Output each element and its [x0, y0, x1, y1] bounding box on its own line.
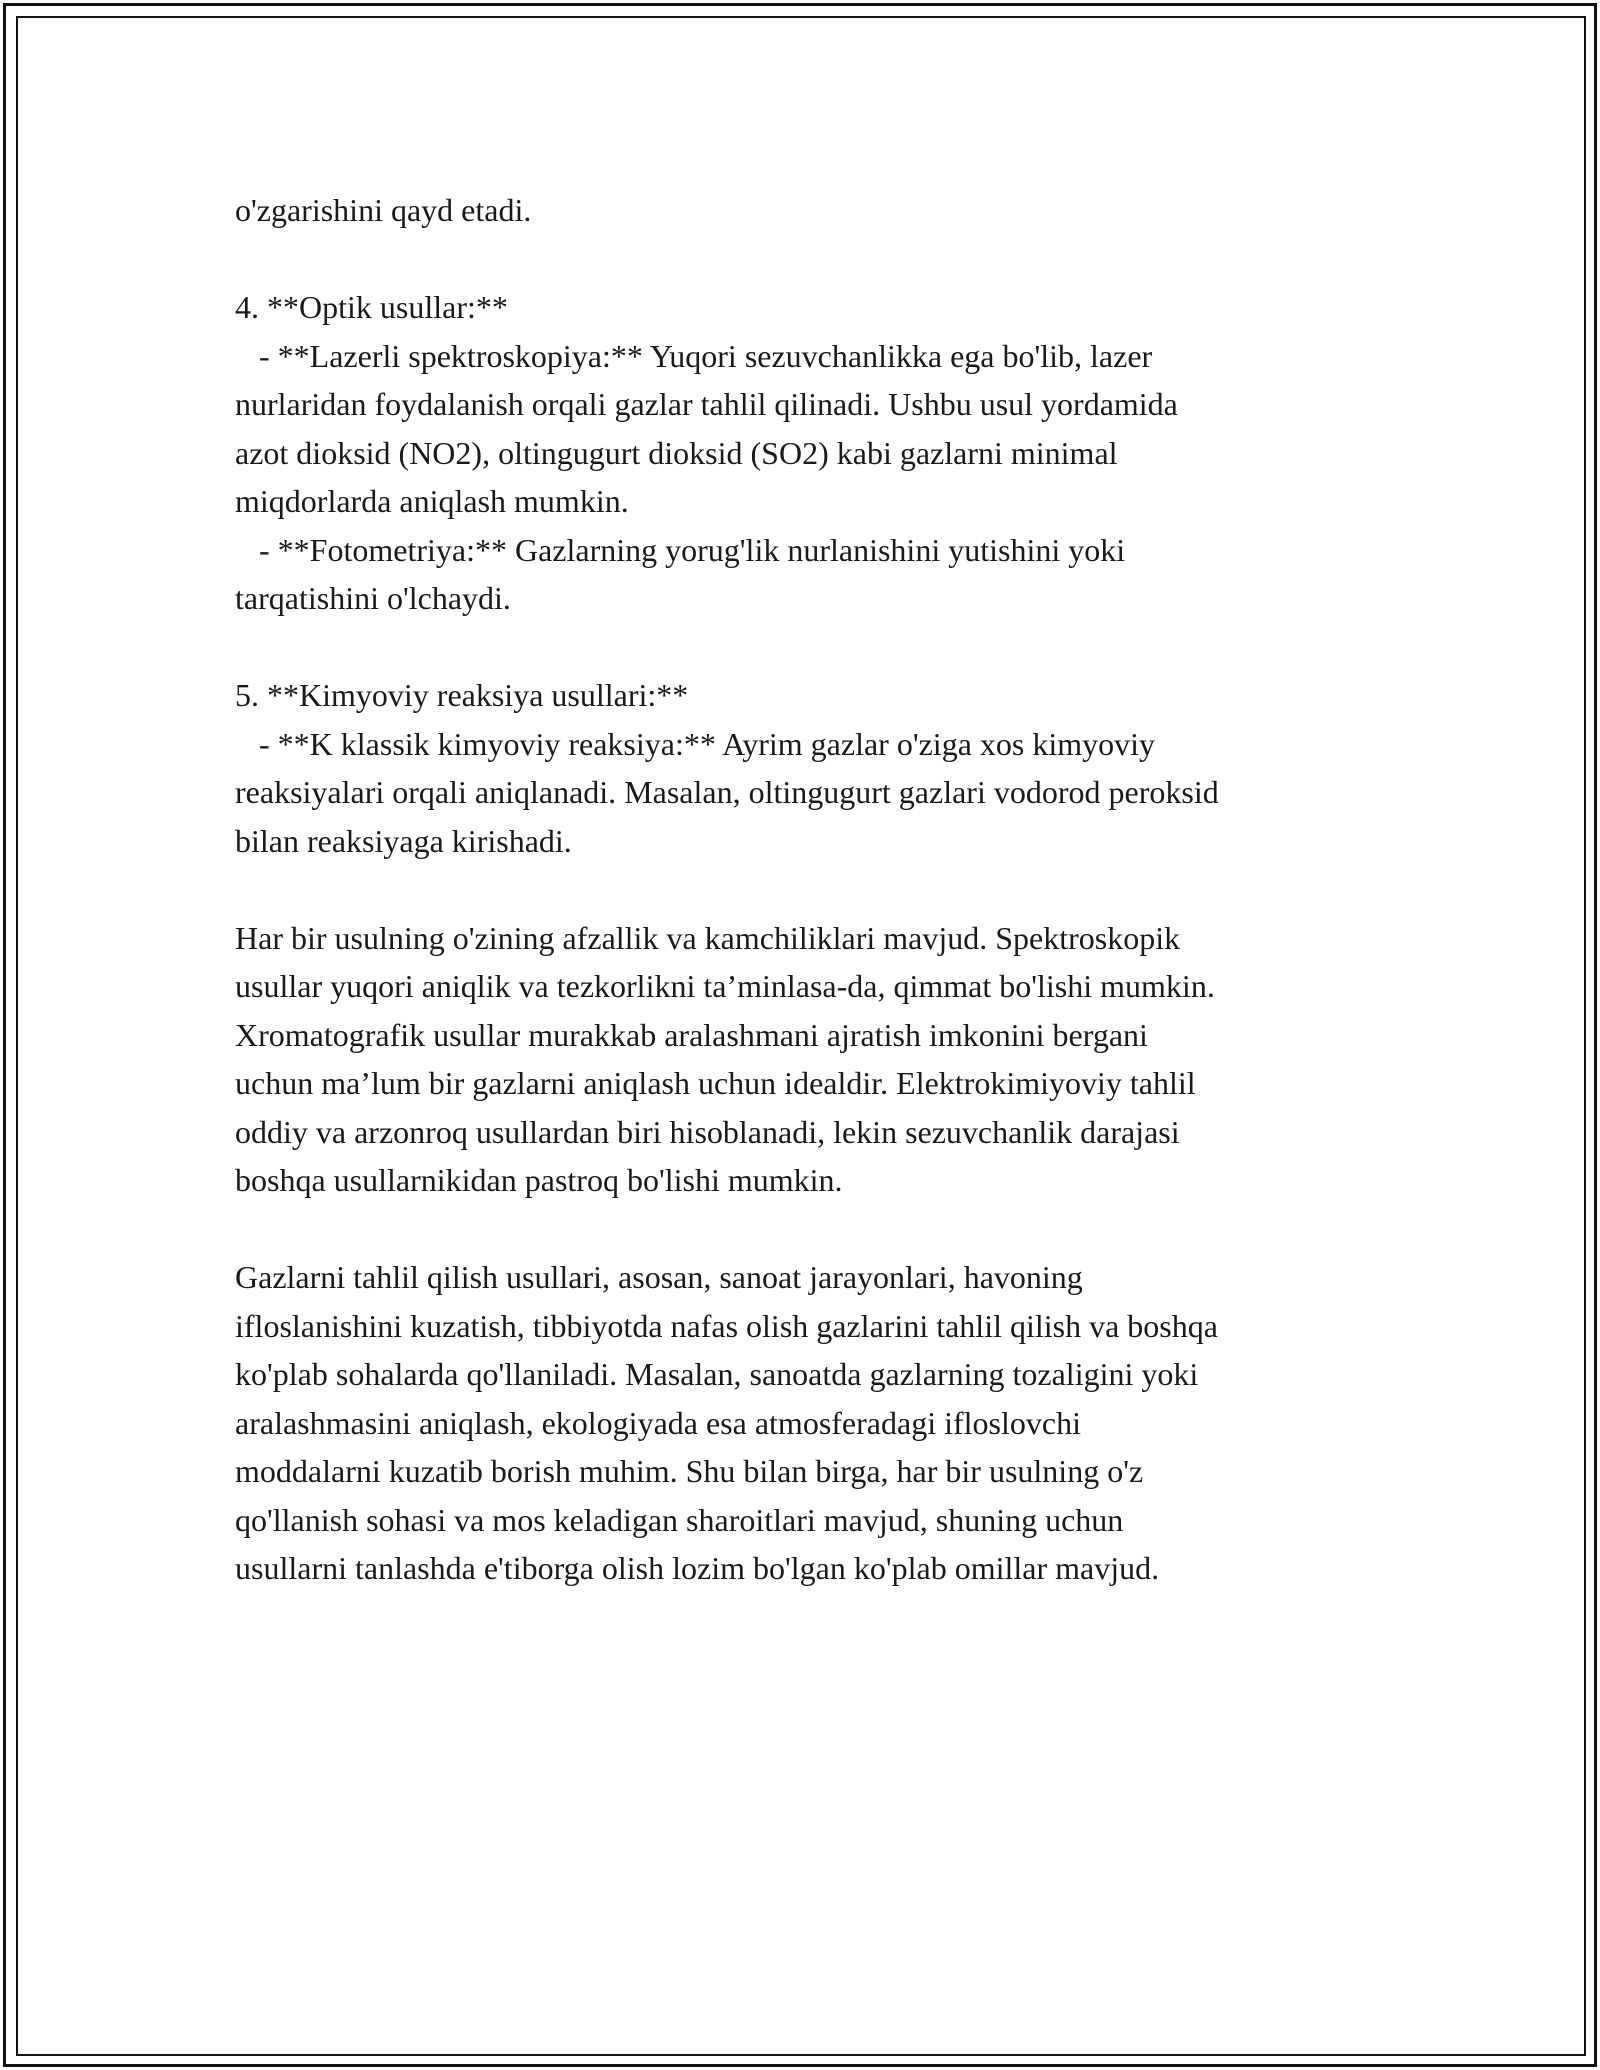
paragraph-gap — [235, 235, 1375, 284]
text-line: usullarni tanlashda e'tiborga olish lozim bo'lgan ko'plab omillar mavjud. — [235, 1550, 1160, 1586]
text-line: miqdorlarda aniqlash mumkin. — [235, 483, 629, 519]
text-line: uchun ma’lum bir gazlarni aniqlash uchun idealdir. Elektrokimiyoviy tahlil — [235, 1065, 1196, 1101]
section-heading: 5. **Kimyoviy reaksiya usullari:** — [235, 677, 689, 713]
paragraph-comparison — [235, 914, 1375, 1205]
paragraph-gap — [235, 623, 1375, 672]
section-optical-methods — [235, 283, 1375, 623]
text-line: boshqa usullarnikidan pastroq bo'lishi mumkin. — [235, 1162, 843, 1198]
text-line: qo'llanish sohasi va mos keladigan sharoitlari mavjud, shuning uchun — [235, 1501, 1124, 1538]
text-line: bilan reaksiyaga kirishadi. — [235, 822, 572, 859]
text-line: oddiy va arzonroq usullardan biri hisoblanadi, lekin sezuvchanlik darajasi — [235, 1113, 1180, 1150]
text-line: usullar yuqori aniqlik va tezkorlikni ta’minlasa-da, qimmat bo'lishi mumkin. — [235, 968, 1215, 1004]
paragraph-gap — [235, 865, 1375, 914]
list-item-classic-chemical-reaction: - **K klassik kimyoviy reaksiya:** Ayrim gazlar o'ziga xos kimyoviy — [235, 725, 1156, 762]
section-chemical-reaction-methods — [235, 671, 1375, 865]
document-body — [235, 186, 1375, 1593]
paragraph-gap — [235, 1205, 1375, 1254]
text-line: ko'plab sohalarda qo'llaniladi. Masalan, sanoatda gazlarning tozaligini yoki — [235, 1356, 1199, 1392]
text-line: o'zgarishini qayd etadi. — [235, 192, 532, 228]
text-line: Har bir usulning o'zining afzallik va kamchiliklari mavjud. Spektroskopik — [235, 919, 1181, 956]
text-line: Xromatografik usullar murakkab aralashmani ajratish imkonini bergani — [235, 1016, 1148, 1053]
list-item-photometry: - **Fotometriya:** Gazlarning yorug'lik nurlanishini yutishini yoki — [235, 531, 1126, 568]
text-line: aralashmasini aniqlash, ekologiyada esa atmosferadagi ifloslovchi — [235, 1404, 1081, 1441]
text-line: tarqatishini o'lchaydi. — [235, 580, 511, 616]
text-line: moddalarni kuzatib borish muhim. Shu bilan birga, har bir usulning o'z — [235, 1453, 1144, 1489]
text-line: ifloslanishini kuzatish, tibbiyotda nafas olish gazlarini tahlil qilish va boshqa — [235, 1307, 1218, 1344]
section-heading: 4. **Optik usullar:** — [235, 289, 508, 325]
text-line: azot dioksid (NO2), oltingugurt dioksid (SO2) kabi gazlarni minimal — [235, 434, 1118, 471]
list-item-laser-spectroscopy: - **Lazerli spektroskopiya:** Yuqori sezuvchanlikka ega bo'lib, lazer — [235, 337, 1153, 374]
paragraph-intro-tail — [235, 186, 1375, 235]
paragraph-applications — [235, 1253, 1375, 1593]
text-line: nurlaridan foydalanish orqali gazlar tahlil qilinadi. Ushbu usul yordamida — [235, 386, 1178, 422]
text-line: Gazlarni tahlil qilish usullari, asosan, sanoat jarayonlari, havoning — [235, 1259, 1083, 1295]
text-line: reaksiyalari orqali aniqlanadi. Masalan, oltingugurt gazlari vodorod peroksid — [235, 774, 1219, 810]
